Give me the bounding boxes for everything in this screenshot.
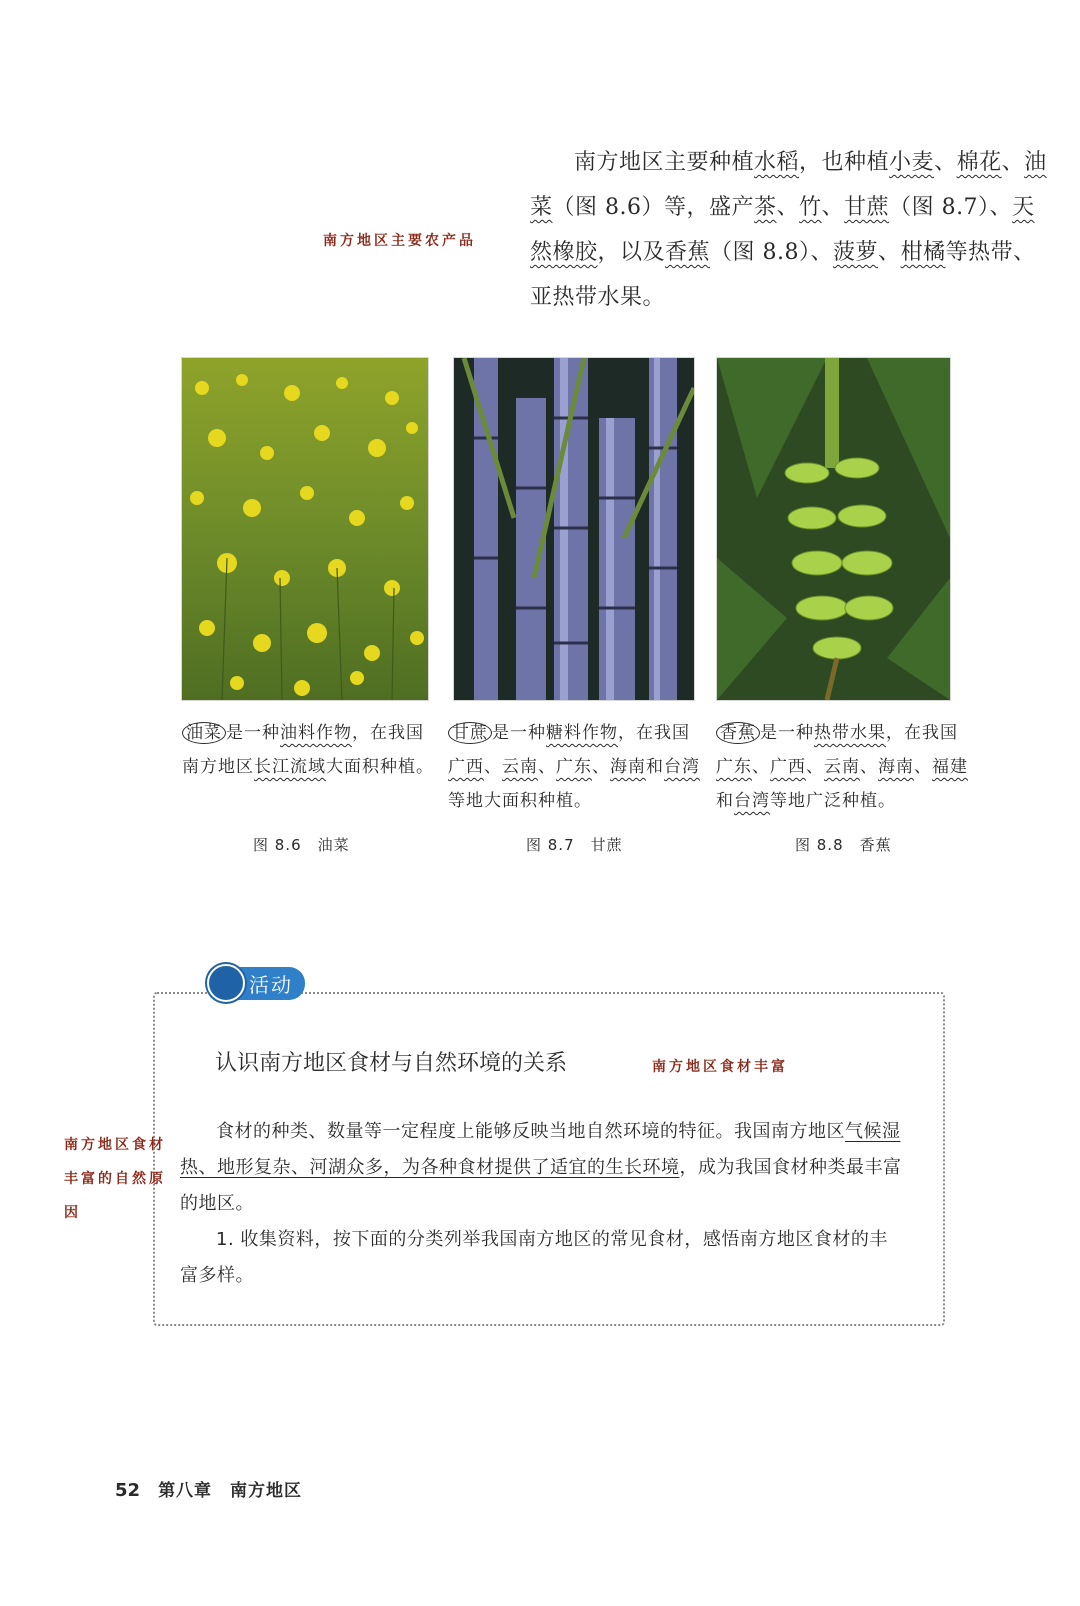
figure-desc-rapeseed: [182, 716, 434, 784]
circled-term: 香蕉: [716, 722, 760, 744]
figure-desc-sugarcane: 甘蔗 是一种糖料作物，在我国广西、云南、广东、海南和台湾等地大面积种植。: [448, 723, 700, 811]
caption-title: 甘蔗: [590, 836, 623, 854]
desc-text: 是一种: [760, 723, 814, 743]
intro-text: 、: [934, 150, 957, 175]
intro-text: 、: [776, 195, 800, 220]
desc-place: 海南: [878, 757, 914, 777]
desc-place: 台湾: [664, 757, 700, 777]
figure-caption-8-8: [795, 834, 892, 855]
crop-citrus: 柑橘: [900, 240, 946, 265]
desc-place: 云南: [502, 757, 538, 777]
desc-place: 广东: [556, 757, 592, 777]
desc-text: 是一种: [226, 723, 280, 743]
activity-body: [180, 1114, 902, 1294]
desc-place: 广西: [770, 757, 806, 777]
circled-term: 油菜: [182, 722, 226, 744]
activity-icon: [207, 964, 245, 1002]
desc-text: 大面积种植。: [326, 757, 434, 777]
intro-text: 、: [1001, 150, 1025, 175]
desc-place: 福建: [932, 757, 968, 777]
desc-text: ，在我国: [886, 723, 958, 743]
page-number: 52: [115, 1480, 141, 1501]
activity-text: 食材的种类、数量等一定程度上能够反映当地自然环境的特征。我国南方地区: [216, 1121, 845, 1142]
sugarcane-photo: [453, 357, 695, 701]
crop-banana: 香蕉: [665, 240, 711, 265]
figure-caption-8-6: [253, 834, 350, 855]
intro-paragraph: [530, 140, 1050, 320]
intro-text: ，以及: [597, 240, 666, 265]
desc-text: ，在我国南方地区: [182, 723, 424, 777]
activity-text: ，成为我国食材种类最丰富的地区。: [180, 1157, 902, 1214]
crop-rape: 油菜: [530, 150, 1047, 220]
desc-text: 等地广泛种植。: [770, 791, 896, 811]
crop-cane: 甘蔗: [844, 195, 890, 220]
crop-bamboo: 竹: [799, 195, 822, 220]
crop-cotton: 棉花: [956, 150, 1002, 175]
intro-text: （图 8.7）、: [889, 195, 1013, 220]
caption-number: 图 8.6: [253, 836, 302, 854]
figure-desc-banana: 香蕉 是一种热带水果，在我国广东、广西、云南、海南、福建和台湾等地广泛种植。: [716, 723, 968, 811]
desc-term: 糖料作物: [546, 723, 618, 743]
intro-text: （图 8.6）等，盛产: [552, 195, 754, 220]
activity-task-1: 1. 收集资料，按下面的分类列举我国南方地区的常见食材，感悟南方地区食材的丰富多样。: [180, 1229, 888, 1286]
desc-text: 等地大面积种植。: [448, 791, 592, 811]
intro-text: 等热带、亚热带水果。: [530, 240, 1036, 310]
desc-term: 热带水果: [814, 723, 886, 743]
desc-place: 海南: [610, 757, 646, 777]
side-note-reasons: 南方地区食材丰富的自然原因: [64, 1137, 166, 1221]
desc-place: 广西: [448, 757, 484, 777]
margin-note-crops: 南方地区主要农产品: [323, 233, 476, 249]
crop-rubber: 天然橡胶: [530, 195, 1035, 265]
crop-tea: 茶: [754, 195, 777, 220]
desc-place: 长江流域: [254, 757, 326, 777]
activity-title-note: 南方地区食材丰富: [652, 1059, 788, 1075]
intro-text: ，也种植: [799, 150, 890, 175]
caption-title: 香蕉: [859, 836, 892, 854]
banana-photo: [716, 357, 951, 701]
desc-text: ，在我国: [618, 723, 690, 743]
activity-label: 活动: [215, 967, 305, 1000]
desc-term: 油料作物: [280, 723, 352, 743]
desc-place: 台湾: [734, 791, 770, 811]
chapter-title: 第八章 南方地区: [158, 1481, 303, 1501]
page-footer: [115, 1476, 302, 1501]
activity-tag: [207, 964, 305, 1002]
circled-term: 甘蔗: [448, 722, 492, 744]
desc-text: 是一种: [492, 723, 546, 743]
caption-title: 油菜: [317, 836, 350, 854]
activity-underlined: 气候湿热、地形复杂、河湖众多，为各种食材提供了适宜的生长环境: [180, 1121, 901, 1178]
intro-text: 、: [878, 240, 901, 265]
crop-rice: 水稻: [754, 150, 800, 175]
rapeseed-photo: [181, 357, 429, 701]
figure-caption-8-7: [526, 834, 623, 855]
intro-text: （图 8.8）、: [710, 240, 834, 265]
crop-pineapple: 菠萝: [833, 240, 879, 265]
desc-place: 云南: [824, 757, 860, 777]
crop-wheat: 小麦: [889, 150, 935, 175]
intro-text: 、: [821, 195, 845, 220]
desc-place: 广东: [716, 757, 752, 777]
caption-number: 图 8.7: [526, 836, 575, 854]
activity-title: 认识南方地区食材与自然环境的关系: [215, 1051, 568, 1076]
caption-number: 图 8.8: [795, 836, 844, 854]
intro-text: 南方地区主要种植: [574, 150, 755, 175]
